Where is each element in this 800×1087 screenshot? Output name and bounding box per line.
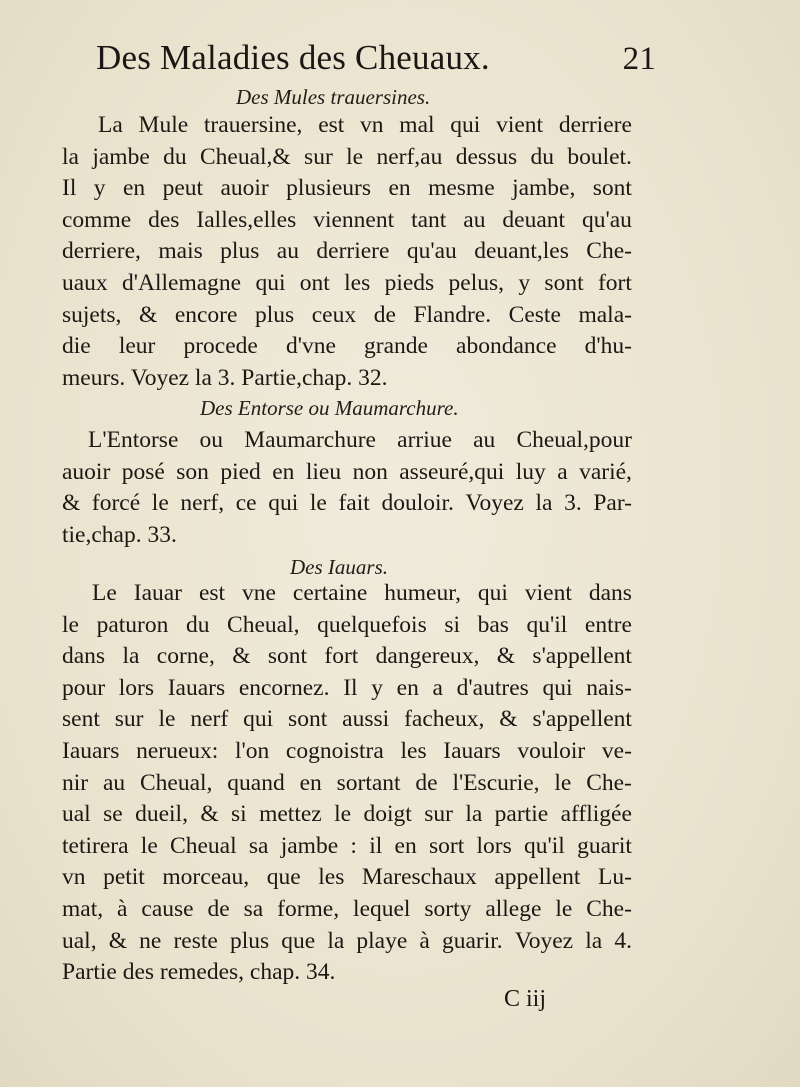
word: doigt — [363, 801, 412, 828]
word: y — [93, 175, 106, 202]
word: vient — [524, 580, 572, 606]
text-line — [62, 612, 632, 639]
word: lequel — [353, 896, 411, 922]
word: au — [473, 427, 496, 453]
word: le — [140, 832, 158, 859]
word: les — [400, 738, 427, 764]
word: de — [373, 301, 396, 328]
word: humeur, — [384, 580, 461, 606]
word: boulet. — [567, 143, 632, 170]
word: qu'il — [526, 611, 568, 638]
word: sur — [424, 801, 453, 828]
word: comme — [62, 206, 132, 233]
word: appellent — [494, 864, 581, 891]
word: corne, — [156, 643, 215, 670]
word: Che- — [586, 769, 632, 796]
word: guarit — [577, 832, 632, 859]
word: le — [346, 143, 364, 170]
word: au — [102, 769, 126, 796]
word: mais — [158, 238, 203, 265]
word: mat, — [62, 896, 104, 922]
word: quelquefois — [317, 611, 427, 638]
word: en — [396, 674, 419, 701]
word: mala- — [578, 301, 632, 328]
word: plus — [220, 238, 260, 265]
word: deuant — [502, 206, 566, 233]
word: vn — [62, 864, 86, 891]
word: à — [419, 927, 430, 954]
text-line — [62, 896, 632, 923]
word: viennent — [313, 206, 395, 233]
word: Le — [92, 580, 117, 606]
word: sont — [267, 643, 308, 670]
word: qui — [542, 674, 573, 701]
word: le — [334, 801, 352, 828]
word: au — [276, 238, 299, 265]
word: en — [388, 175, 411, 202]
word: Il — [62, 175, 77, 202]
word: vne — [242, 580, 276, 606]
word: le — [158, 706, 176, 733]
word: posé — [121, 458, 165, 485]
word: lors — [118, 674, 155, 701]
word: peut — [162, 175, 204, 202]
text-line — [62, 770, 632, 797]
word: au — [463, 206, 486, 233]
word: asseuré,qui — [399, 458, 505, 485]
word: nerf — [190, 706, 229, 733]
word: partie — [494, 801, 549, 828]
word: son — [176, 458, 209, 485]
text-line — [62, 643, 632, 670]
word: tant — [411, 206, 447, 233]
word: la — [327, 927, 345, 954]
word: Voyez — [514, 927, 574, 954]
word: leur — [118, 333, 156, 360]
word: sont — [288, 706, 328, 733]
word: jambe — [92, 143, 150, 170]
word: d'vne — [285, 333, 336, 360]
word: en — [394, 832, 417, 859]
word: arriue — [397, 427, 452, 453]
word: pieds — [384, 270, 435, 296]
text-line — [62, 738, 632, 765]
word: fait — [338, 490, 370, 517]
word: le — [555, 896, 573, 922]
text-line-content: tie,chap. 33. — [62, 521, 177, 548]
word: en — [272, 458, 295, 485]
word: Mule — [138, 112, 189, 138]
word: les — [318, 864, 345, 891]
word: derriere, — [62, 238, 141, 265]
word: Iauars — [62, 738, 120, 764]
word: y — [518, 270, 531, 296]
running-title: Des Maladies des Cheuaux. — [96, 38, 490, 77]
word: qu'au — [406, 238, 457, 265]
word: ce — [235, 490, 257, 517]
word: du — [163, 143, 187, 170]
word: qu'au — [582, 206, 632, 233]
word: vouloir — [517, 738, 586, 764]
word: dans — [588, 580, 632, 606]
word: : — [350, 832, 357, 859]
word: qui — [268, 490, 299, 517]
word: l'on — [234, 738, 270, 764]
text-line — [62, 522, 632, 549]
word: & — [499, 706, 518, 733]
word: petit — [103, 864, 145, 891]
word: pour — [62, 674, 106, 701]
word: est — [318, 112, 345, 138]
text-line — [62, 833, 632, 860]
text-line — [92, 580, 632, 607]
word: qui — [243, 706, 274, 733]
word: qui — [450, 112, 481, 138]
word: Cheual, — [139, 769, 213, 796]
word: s'appellent — [532, 706, 632, 733]
word: que — [266, 864, 301, 891]
word: nerueux: — [136, 738, 219, 764]
text-line — [62, 207, 632, 234]
word: forcé — [91, 490, 141, 517]
word: 4. — [614, 927, 632, 954]
word: L'Entorse — [88, 427, 179, 453]
word: sent — [62, 706, 100, 733]
word: Maumarchure — [244, 427, 376, 453]
word: deuant,les — [474, 238, 569, 265]
word: sont — [592, 175, 632, 202]
word: il — [369, 832, 383, 859]
text-line — [62, 144, 632, 171]
word: & — [62, 490, 81, 517]
word: affligée — [560, 801, 632, 828]
word: ual, — [62, 927, 97, 954]
word: ual — [62, 801, 91, 828]
word: tetirera — [62, 832, 129, 859]
word: bas — [477, 611, 509, 638]
word: est — [198, 580, 226, 606]
word: cognoistra — [285, 738, 384, 764]
word: ont — [299, 270, 330, 296]
text-line — [62, 333, 632, 360]
word: en — [122, 175, 146, 202]
word: le — [309, 490, 327, 517]
text-line — [88, 427, 632, 454]
word: si — [231, 801, 247, 828]
word: aussi — [342, 706, 390, 733]
word: a — [557, 458, 568, 485]
word: Par- — [593, 490, 632, 517]
text-line — [62, 365, 632, 392]
word: vn — [360, 112, 384, 138]
word: sur — [114, 706, 144, 733]
word: dessus — [455, 143, 518, 170]
word: Che- — [586, 238, 632, 265]
word: encore — [174, 301, 238, 328]
word: auoir — [62, 458, 111, 485]
text-line — [62, 270, 632, 297]
word: nais- — [586, 674, 632, 701]
text-line — [62, 302, 632, 329]
word: d'hu- — [584, 333, 632, 360]
section-title-entorse: Des Entorse ou Maumarchure. — [200, 396, 459, 420]
word: qui — [477, 580, 508, 606]
text-line — [62, 928, 632, 955]
word: vient — [496, 112, 544, 138]
word: die — [62, 333, 91, 360]
word: sa — [243, 896, 264, 922]
word: derriere — [316, 238, 390, 265]
word: procede — [183, 333, 258, 360]
word: de — [207, 896, 230, 922]
page-number: 21 — [622, 41, 656, 77]
word: & — [496, 643, 516, 670]
word: mesme — [428, 175, 495, 202]
word: sur — [304, 143, 333, 170]
word: s'appellent — [532, 643, 632, 670]
word: Mareschaux — [361, 864, 477, 891]
word: fort — [597, 270, 632, 296]
word: d'autres — [456, 674, 529, 701]
word: 3. — [564, 490, 582, 517]
word: guarir. — [441, 927, 503, 954]
text-line — [62, 238, 632, 265]
word: Cheual,& — [199, 143, 291, 170]
word: pelus, — [448, 270, 505, 296]
word: nerf, — [180, 490, 225, 517]
word: plus — [255, 301, 295, 328]
word: ou — [199, 427, 224, 453]
text-line — [62, 459, 632, 486]
word: la — [122, 643, 140, 670]
word: ne — [139, 927, 162, 954]
word: ceux — [311, 301, 357, 328]
word: sont — [544, 270, 584, 296]
word: lieu — [305, 458, 342, 485]
word: Lu- — [598, 864, 632, 891]
word: la — [465, 801, 483, 828]
word: sujets, — [62, 301, 122, 328]
word: varié, — [579, 458, 632, 485]
word: La — [98, 112, 123, 138]
word: du — [530, 143, 554, 170]
word: playe — [356, 927, 408, 954]
word: la — [62, 143, 79, 170]
word: fort — [324, 643, 359, 670]
word: & — [138, 301, 158, 328]
word: du — [185, 611, 210, 638]
word: abondance — [456, 333, 557, 360]
word: nerf,au — [376, 143, 443, 170]
word: Cheual,pour — [516, 427, 632, 453]
text-line — [62, 959, 632, 986]
word: de — [415, 769, 438, 796]
text-line-content: Partie des remedes, chap. 34. — [62, 959, 336, 986]
word: auoir — [220, 175, 269, 202]
word: Iauars — [167, 674, 226, 701]
word: cause — [141, 896, 194, 922]
word: Il — [343, 674, 358, 701]
word: en — [299, 769, 322, 796]
text-line — [62, 175, 632, 202]
word: douloir. — [381, 490, 454, 517]
word: plus — [229, 927, 270, 954]
word: mal — [399, 112, 435, 138]
word: le — [62, 611, 79, 638]
word: Cheual, — [227, 611, 300, 638]
word: à — [117, 896, 128, 922]
section-title-iauars: Des Iauars. — [290, 555, 388, 579]
word: a — [432, 674, 443, 701]
word: trauersine, — [203, 112, 303, 138]
word: & — [108, 927, 127, 954]
word: la — [535, 490, 553, 517]
word: dangereux, — [375, 643, 480, 670]
word: le — [151, 490, 169, 517]
page-header — [96, 38, 656, 78]
word: d'Allemagne — [122, 270, 242, 296]
word: Cheual — [170, 832, 237, 859]
word: quand — [227, 769, 285, 796]
word: sorty — [424, 896, 472, 922]
word: pied — [220, 458, 261, 485]
word: Voyez — [465, 490, 524, 517]
word: facheux, — [404, 706, 485, 733]
text-line — [98, 112, 632, 139]
word: sort — [428, 832, 465, 859]
word: uaux — [62, 270, 108, 296]
word: mettez — [259, 801, 322, 828]
word: ve- — [601, 738, 632, 764]
word: la — [585, 927, 603, 954]
word: dueil, — [135, 801, 188, 828]
word: forme, — [277, 896, 340, 922]
signature-mark: C iij — [504, 986, 547, 1012]
word: certaine — [292, 580, 368, 606]
word: Che- — [586, 896, 632, 922]
word: morceau, — [162, 864, 250, 891]
word: jambe, — [512, 175, 576, 202]
word: y — [371, 674, 383, 701]
word: Iauar — [133, 580, 183, 606]
word: sa — [248, 832, 269, 859]
word: Ceste — [508, 301, 561, 328]
word: reste — [173, 927, 218, 954]
text-line-content: meurs. Voyez la 3. Partie,chap. 32. — [62, 364, 388, 391]
text-line — [62, 675, 632, 702]
section-title-mules: Des Mules trauersines. — [236, 85, 431, 109]
word: jambe — [280, 832, 339, 859]
word: les — [344, 270, 371, 296]
word: paturon — [96, 611, 169, 638]
word: Flandre. — [413, 301, 492, 328]
word: qu'il — [524, 832, 565, 859]
word: si — [444, 611, 461, 638]
word: grande — [364, 333, 428, 360]
word: qui — [255, 270, 286, 296]
word: l'Escurie, — [452, 769, 540, 796]
word: nir — [62, 769, 89, 796]
text-line — [62, 864, 632, 891]
word: le — [554, 769, 572, 796]
word: & — [200, 801, 219, 828]
word: entre — [584, 611, 632, 638]
word: luy — [515, 458, 546, 485]
word: Iauars — [443, 738, 501, 764]
word: sortant — [336, 769, 401, 796]
text-line — [62, 490, 632, 517]
word: se — [103, 801, 123, 828]
text-line — [62, 706, 632, 733]
word: que — [281, 927, 316, 954]
word: lors — [476, 832, 512, 859]
word: & — [232, 643, 251, 670]
word: Ialles,elles — [196, 206, 297, 233]
word: dans — [62, 643, 106, 670]
text-line — [62, 801, 632, 828]
word: derriere — [558, 112, 632, 138]
word: non — [352, 458, 388, 485]
word: des — [148, 206, 180, 233]
word: plusieurs — [286, 175, 372, 202]
word: allege — [485, 896, 542, 922]
word: encornez. — [238, 674, 330, 701]
